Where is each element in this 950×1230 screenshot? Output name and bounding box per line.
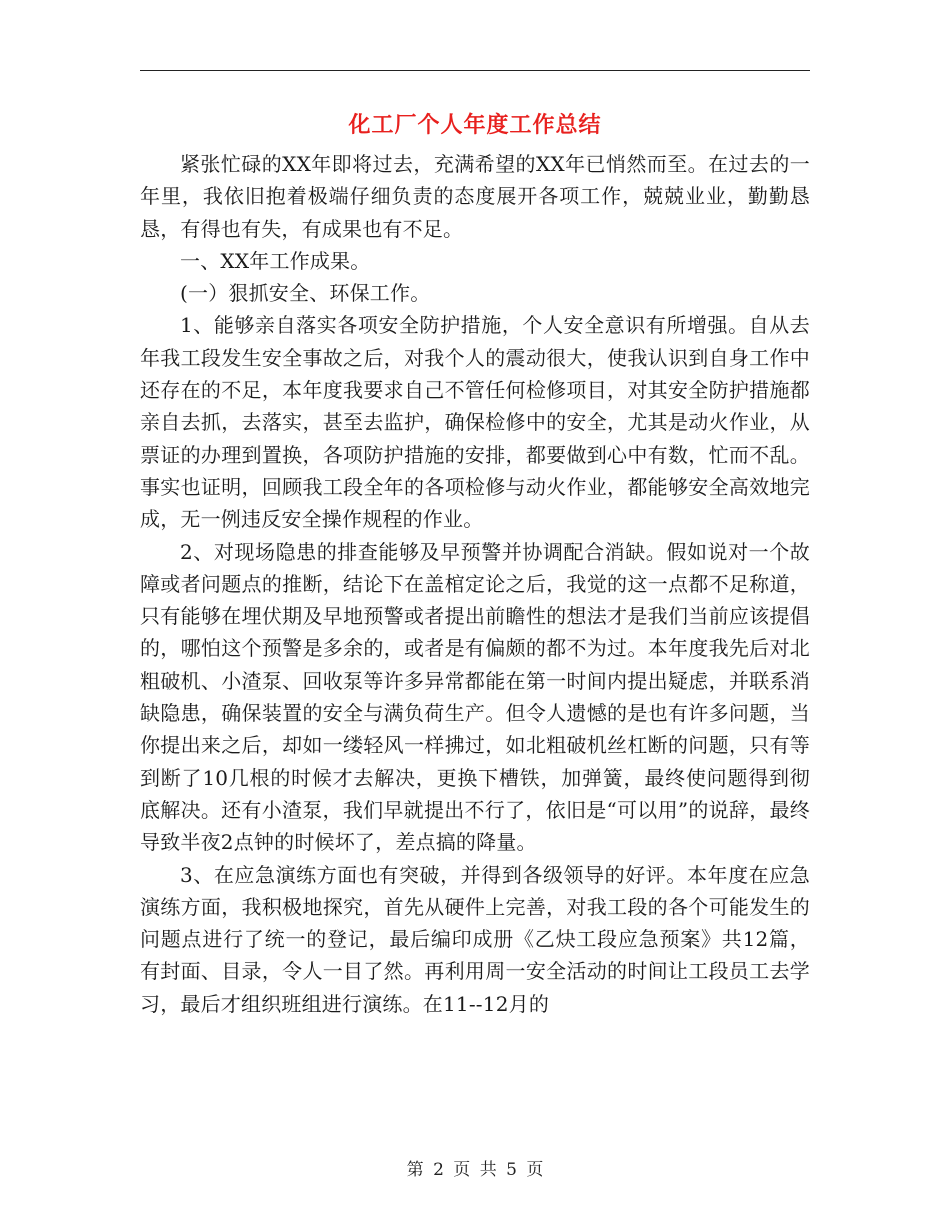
paragraph-item-1: 1、能够亲自落实各项安全防护措施，个人安全意识有所增强。自从去年我工段发生安全事故之后，对我个人的震动很大，使我认识到自身工作中还存在的不足，本年度我要求自己不管任何检修项目，对其安全防护措施都亲自去抓，去落实，甚至去监护，确保检修中的安全，尤其是动火作业，从票证的办理到置换，各项防护措施的安排，都要做到心中有数，忙而不乱。事实也证明，回顾我工段全年的各项检修与动火作业，都能够安全高效地完成，无一例违反安全操作规程的作业。 <box>140 313 810 532</box>
paragraph-item-2: 2、对现场隐患的排查能够及早预警并协调配合消缺。假如说对一个故障或者问题点的推断，结论下在盖棺定论之后，我觉的这一点都不足称道，只有能够在埋伏期及早地预警或者提出前瞻性的想法才是我们当前应该提倡的，哪怕这个预警是多余的，或者是有偏颇的都不为过。本年度我先后对北粗破机、小渣泵、回收泵等许多异常都能在第一时间内提出疑虑，并联系消缺隐患，确保装置的安全与满负荷生产。但令人遗憾的是也有许多问题，当你提出来之后，却如一缕轻风一样拂过，如北粗破机丝杠断的问题，只有等到断了10几根的时候才去解决，更换下槽铁，加弹簧，最终使问题得到彻底解决。还有小渣泵，我们早就提出不行了，依旧是“可以用”的说辞，最终导致半夜2点钟的时候坏了，差点搞的降量。 <box>140 539 810 855</box>
page-number-footer: 第 2 页 共 5 页 <box>406 1160 544 1180</box>
document-title: 化工厂个人年度工作总结 <box>348 112 602 138</box>
subsection-heading-1: (一）狠抓安全、环保工作。 <box>180 281 431 306</box>
header-rule <box>140 70 810 71</box>
section-heading-1: 一、XX年工作成果。 <box>180 248 371 273</box>
paragraph-intro: 紧张忙碌的XX年即将过去，充满希望的XX年已悄然而至。在过去的一年里，我依旧抱着极端仔细负责的态度展开各项工作，兢兢业业，勤勤恳恳，有得也有失，有成果也有不足。 <box>140 152 810 241</box>
paragraph-item-3: 3、在应急演练方面也有突破，并得到各级领导的好评。本年度在应急演练方面，我积极地探究，首先从硬件上完善，对我工段的各个可能发生的问题点进行了统一的登记，最后编印成册《乙炔工段应急预案》共12篇，有封面、目录，令人一目了然。再利用周一安全活动的时间让工段员工去学习，最后才组织班组进行演练。在11--12月的 <box>140 862 810 1016</box>
document-body <box>140 148 810 1020</box>
